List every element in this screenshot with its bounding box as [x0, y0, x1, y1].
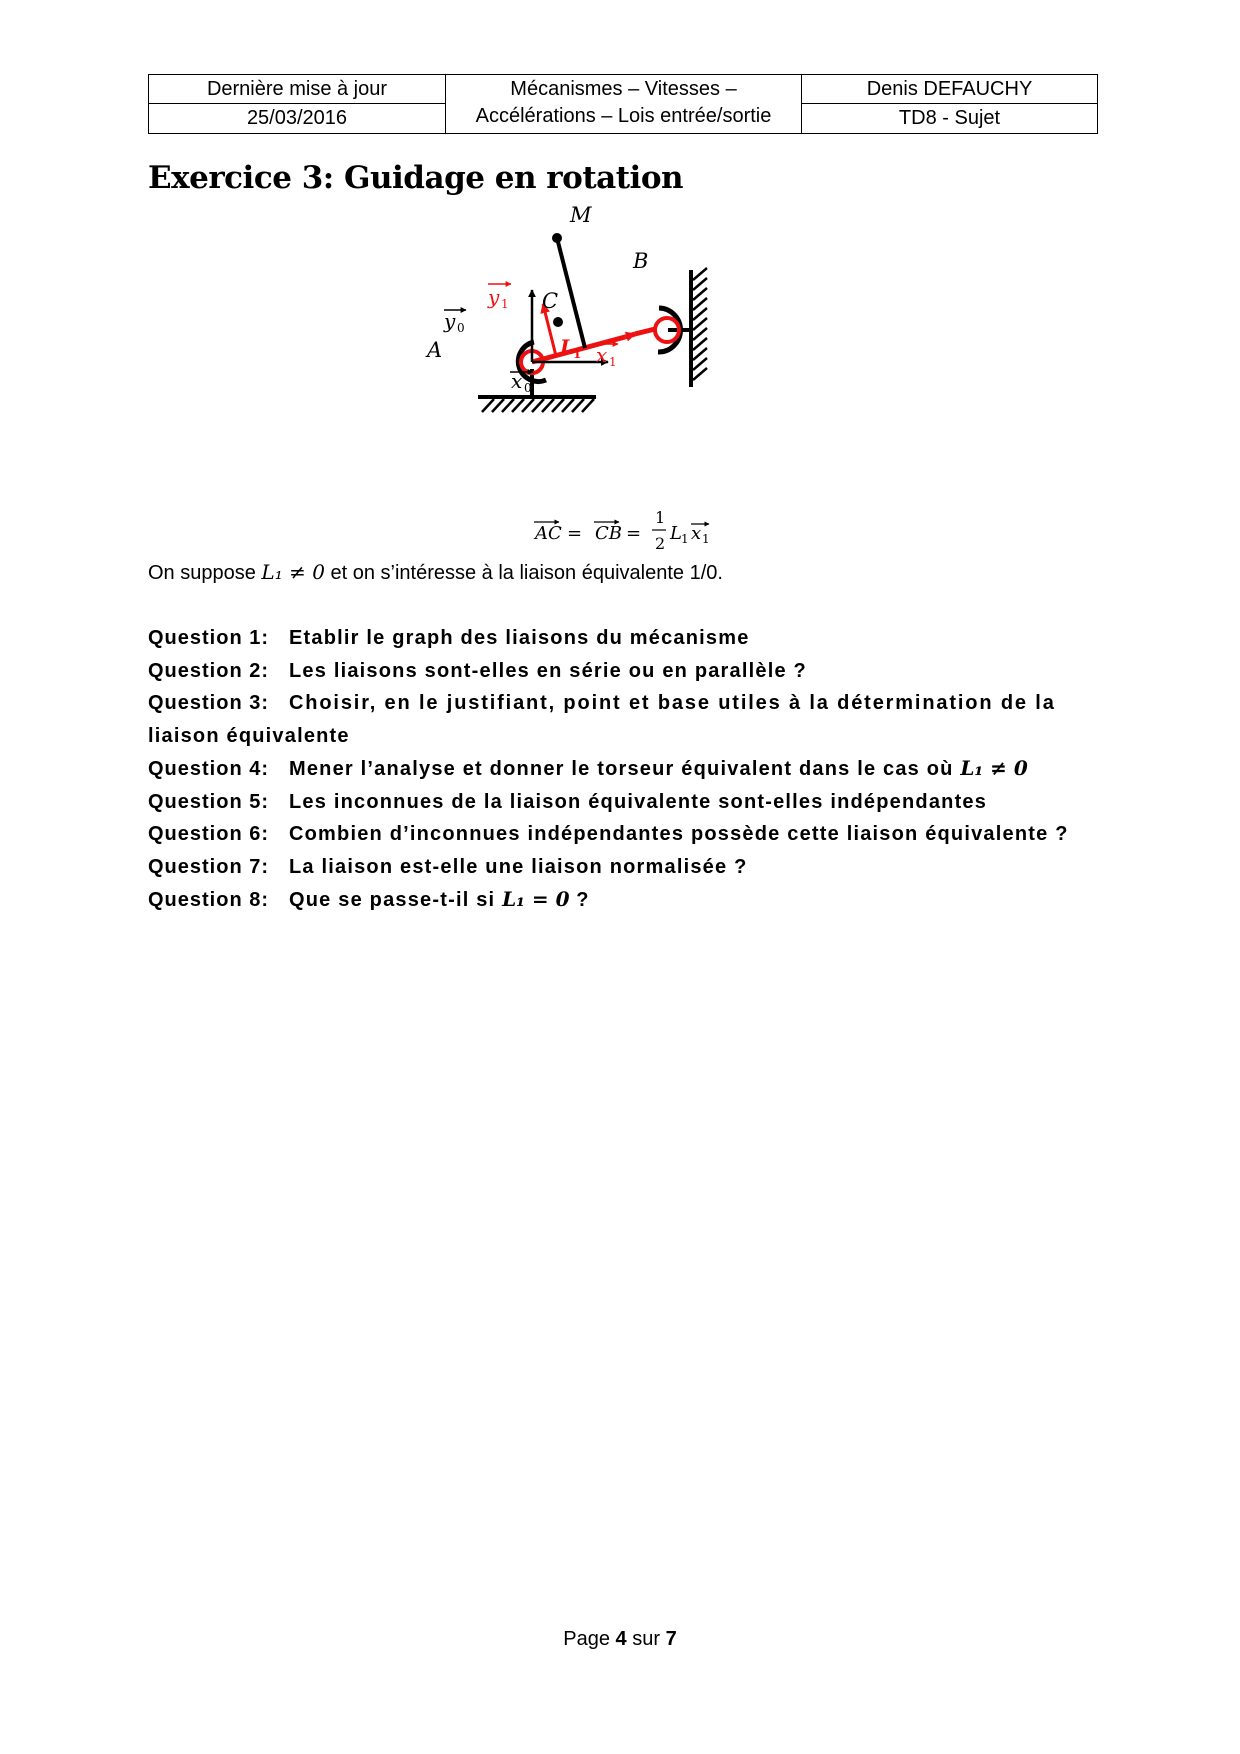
ground-bottom [478, 369, 596, 412]
question-math: L₁ = 0 [502, 887, 570, 911]
question-text: Combien d’inconnues indépendantes possède cette liaison équivalente ? [289, 823, 1069, 845]
header-subject-line1: Mécanismes – Vitesses – [510, 78, 737, 100]
question-label: Question 2: [148, 659, 270, 682]
formula-x-sub: 1 [702, 532, 710, 546]
question-item [148, 622, 1098, 655]
question-text: Que se passe-t-il si [289, 889, 503, 911]
question-text: Etablir le graph des liaisons du mécanisme [289, 627, 750, 649]
point-m [552, 233, 562, 243]
intro-after: et on s’intéresse à la liaison équivalente 1/0. [324, 562, 723, 584]
label-a: A [427, 338, 443, 362]
question-tail: ? [569, 889, 590, 911]
question-label: Question 8: [148, 889, 270, 911]
label-m: M [570, 203, 592, 227]
header-document-id: TD8 - Sujet [898, 107, 1001, 129]
question-label: Question 6: [148, 823, 270, 845]
question-text: La liaison est-elle une liaison normalisée ? [289, 855, 748, 878]
question-label: Question 7: [148, 855, 270, 878]
mechanism-figure [427, 203, 760, 482]
formula-ac: AC [535, 523, 562, 544]
footer-page-total: 7 [665, 1628, 677, 1650]
question-item [148, 687, 1098, 720]
question-label: Question 4: [148, 758, 270, 780]
question-math: L₁ ≠ 0 [960, 756, 1028, 780]
label-y1-sub: 1 [501, 297, 509, 311]
point-c [553, 317, 563, 327]
label-x0-sub: 0 [524, 381, 532, 395]
formula-eq1: = [567, 523, 583, 544]
label-x1-sub: 1 [609, 355, 617, 369]
label-l1: L [560, 335, 575, 359]
header-author: Denis DEFAUCHY [866, 78, 1033, 100]
formula-denominator: 2 [655, 534, 666, 553]
question-text: Mener l’analyse et donner le torseur équivalent dans le cas où [289, 758, 961, 780]
footer-page-number: 4 [615, 1628, 627, 1650]
formula [520, 500, 740, 560]
intro-before: On suppose [148, 562, 262, 584]
formula-l: L [670, 523, 682, 544]
label-y1: y [488, 285, 500, 309]
question-text: Les inconnues de la liaison équivalente sont-elles indépendantes [289, 790, 988, 813]
intro-text [148, 560, 723, 585]
label-x1: x [596, 343, 608, 367]
label-c: C [542, 289, 559, 313]
question-label: Question 3: [148, 692, 270, 714]
bar-l1-end [635, 329, 655, 334]
question-item-continued [148, 720, 1098, 753]
question-text: Choisir, en le justifiant, point et base utiles à la détermination de la [289, 692, 1056, 714]
label-b: B [633, 249, 649, 273]
exercise-title: Exercice 3: Guidage en rotation [148, 160, 684, 196]
x1-arrow [625, 334, 635, 337]
label-y0: y [444, 309, 456, 333]
question-item [148, 655, 1098, 688]
footer-page-word: Page [563, 1628, 610, 1650]
formula-l-sub: 1 [681, 532, 689, 546]
formula-eq2: = [626, 523, 642, 544]
question-list [148, 622, 1098, 917]
intro-math: L₁ ≠ 0 [261, 560, 325, 584]
header-table [148, 74, 1098, 134]
question-text: Les liaisons sont-elles en série ou en parallèle ? [289, 659, 807, 682]
page-footer [0, 1628, 1240, 1651]
question-item [148, 883, 1098, 917]
formula-x: x [691, 523, 702, 544]
label-l1-sub: 1 [573, 347, 582, 361]
formula-cb: CB [595, 523, 622, 544]
footer-of-word: sur [632, 1628, 661, 1650]
question-item [148, 752, 1098, 786]
header-date: 25/03/2016 [246, 107, 348, 129]
ground-right [668, 268, 707, 387]
label-y0-sub: 0 [457, 321, 465, 335]
question-label: Question 5: [148, 790, 270, 813]
question-item [148, 786, 1098, 819]
header-last-update-label: Dernière mise à jour [206, 78, 388, 100]
rod-cm [557, 238, 585, 348]
formula-numerator: 1 [655, 508, 666, 527]
question-text-continued: liaison équivalente [148, 724, 350, 747]
header-subject-line2: Accélérations – Lois entrée/sortie [475, 105, 772, 127]
question-item [148, 818, 1098, 851]
question-label: Question 1: [148, 627, 270, 649]
label-x0: x [511, 369, 523, 393]
question-item [148, 851, 1098, 884]
